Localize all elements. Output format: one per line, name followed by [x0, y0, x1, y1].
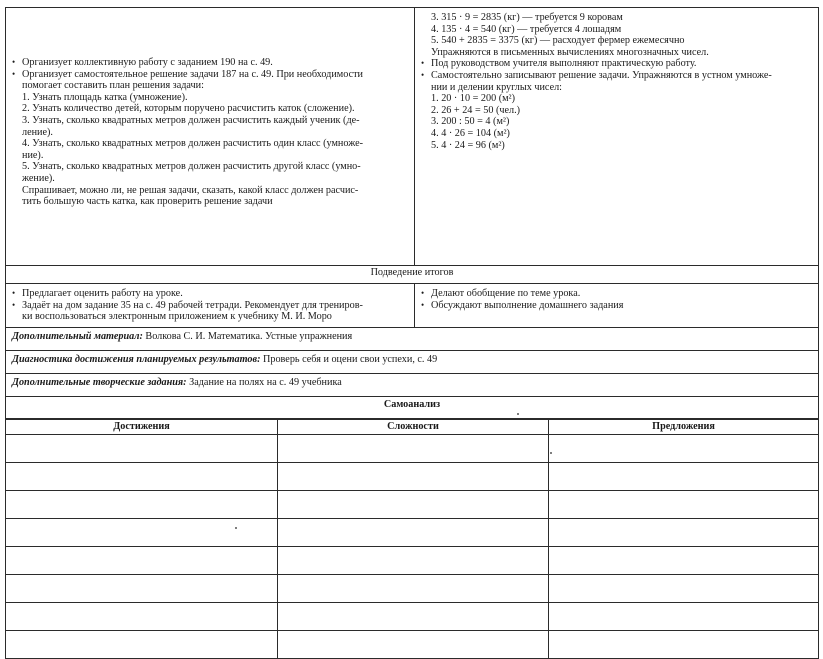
- plan-step: 4. Узнать, сколько квадратных метров должен расчистить один класс (умноже-: [22, 138, 364, 150]
- difficulties-cell[interactable]: [278, 491, 549, 519]
- difficulties-cell[interactable]: [278, 519, 549, 547]
- self-analysis-table: [5, 419, 819, 659]
- suggestions-cell[interactable]: [549, 463, 819, 491]
- scan-speck: [235, 527, 237, 529]
- self-analysis-body: [6, 435, 819, 659]
- suggestions-cell[interactable]: [549, 631, 819, 659]
- column-header-difficulties: Сложности: [278, 420, 549, 435]
- suggestions-cell[interactable]: [549, 435, 819, 463]
- achievements-cell[interactable]: [6, 575, 278, 603]
- suggestions-cell[interactable]: [549, 491, 819, 519]
- text-line: ки воспользоваться электронным приложением к учебнику М. И. Моро: [22, 311, 332, 323]
- scan-speck: [550, 452, 552, 454]
- text-line: жение).: [22, 172, 55, 184]
- diagnostics-label: Диагностика достижения планируемых результатов:: [12, 354, 261, 365]
- text-line: Спрашивает, можно ли, не решая задачи, сказать, какой класс должен расчис-: [22, 184, 359, 196]
- scan-speck: [517, 413, 519, 415]
- self-analysis-title: Самоанализ: [6, 397, 819, 419]
- lesson-plan-page: [5, 7, 818, 613]
- teacher-activity-cell: [6, 8, 415, 266]
- table-row: [6, 547, 819, 575]
- table-row: [6, 631, 819, 659]
- text-line: нии и делении круглых чисел:: [431, 81, 563, 93]
- student-bullet: • Обсуждают выполнение домашнего задания: [421, 300, 812, 312]
- diagnostics-row: [6, 351, 819, 374]
- table-row: [6, 491, 819, 519]
- solution-line: 5. 540 + 2835 = 3375 (кг) — расходует фермер ежемесячно: [431, 35, 685, 47]
- summary-teacher-cell: [6, 284, 415, 328]
- summary-title: Подведение итогов: [6, 266, 819, 284]
- creative-tasks-value: Задание на полях на с. 49 учебника: [186, 377, 342, 388]
- text-line: помогает составить план решения задачи:: [22, 80, 204, 92]
- table-row: [6, 519, 819, 547]
- teacher-bullet: • Предлагает оценить работу на уроке.: [12, 288, 408, 300]
- text-line: Упражняются в письменных вычислениях многозначных чисел.: [431, 46, 709, 58]
- difficulties-cell[interactable]: [278, 631, 549, 659]
- table-row: [6, 603, 819, 631]
- suggestions-cell[interactable]: [549, 603, 819, 631]
- creative-tasks-row: [6, 374, 819, 397]
- student-bullet: • Самостоятельно записывают решение задачи. Упражняются в устном умноже-: [421, 70, 812, 82]
- difficulties-cell[interactable]: [278, 435, 549, 463]
- difficulties-cell[interactable]: [278, 603, 549, 631]
- column-header-achievements: Достижения: [6, 420, 278, 435]
- creative-tasks-label: Дополнительные творческие задания:: [12, 377, 187, 388]
- plan-step: 1. Узнать площадь катка (умножение).: [22, 91, 188, 103]
- student-bullet: • Делают обобщение по теме урока.: [421, 288, 812, 300]
- table-row: [6, 463, 819, 491]
- achievements-cell[interactable]: [6, 519, 278, 547]
- solution-line: 2. 26 + 24 = 50 (чел.): [431, 104, 521, 116]
- achievements-cell[interactable]: [6, 631, 278, 659]
- plan-step: 5. Узнать, сколько квадратных метров должен расчистить другой класс (умно-: [22, 161, 361, 173]
- plan-step: 2. Узнать количество детей, которым поручено расчистить каток (сложение).: [22, 103, 355, 115]
- extra-material-label: Дополнительный материал:: [12, 331, 143, 342]
- student-activity-cell: [415, 8, 819, 266]
- solution-line: 3. 315 · 9 = 2835 (кг) — требуется 9 коровам: [431, 12, 623, 23]
- teacher-bullet: • Организует самостоятельное решение задачи 187 на с. 49. При необходимости: [12, 69, 408, 81]
- plan-step: 3. Узнать, сколько квадратных метров должен расчистить каждый ученик (де-: [22, 114, 360, 126]
- difficulties-cell[interactable]: [278, 575, 549, 603]
- text-line: ление).: [22, 126, 53, 138]
- text-line: тить большую часть катка, как проверить решение задачи: [22, 196, 273, 208]
- solution-line: 4. 135 · 4 = 540 (кг) — требуется 4 лошадям: [431, 23, 622, 35]
- suggestions-cell[interactable]: [549, 519, 819, 547]
- solution-line: 5. 4 · 24 = 96 (м²): [431, 139, 505, 151]
- difficulties-cell[interactable]: [278, 463, 549, 491]
- teacher-bullet: • Организует коллективную работу с заданием 190 на с. 49.: [12, 57, 408, 69]
- suggestions-cell[interactable]: [549, 575, 819, 603]
- student-bullet: • Под руководством учителя выполняют практическую работу.: [421, 58, 812, 70]
- text-line: ние).: [22, 149, 44, 161]
- table-row: [6, 435, 819, 463]
- teacher-bullet: • Задаёт на дом задание 35 на с. 49 рабочей тетради. Рекомендует для трениров-: [12, 300, 408, 312]
- solution-line: 3. 200 : 50 = 4 (м²): [431, 116, 510, 128]
- column-header-suggestions: Предложения: [549, 420, 819, 435]
- extra-material-value: Волкова С. И. Математика. Устные упражнения: [142, 331, 353, 342]
- suggestions-cell[interactable]: [549, 547, 819, 575]
- solution-line: 1. 20 · 10 = 200 (м²): [431, 93, 516, 105]
- lesson-table-top: [5, 7, 819, 419]
- difficulties-cell[interactable]: [278, 547, 549, 575]
- achievements-cell[interactable]: [6, 547, 278, 575]
- achievements-cell[interactable]: [6, 463, 278, 491]
- diagnostics-value: Проверь себя и оцени свои успехи, с. 49: [260, 354, 438, 365]
- solution-line: 4. 4 · 26 = 104 (м²): [431, 127, 510, 139]
- table-row: [6, 575, 819, 603]
- achievements-cell[interactable]: [6, 603, 278, 631]
- extra-material-row: [6, 328, 819, 351]
- achievements-cell[interactable]: [6, 491, 278, 519]
- achievements-cell[interactable]: [6, 435, 278, 463]
- summary-student-cell: [415, 284, 819, 328]
